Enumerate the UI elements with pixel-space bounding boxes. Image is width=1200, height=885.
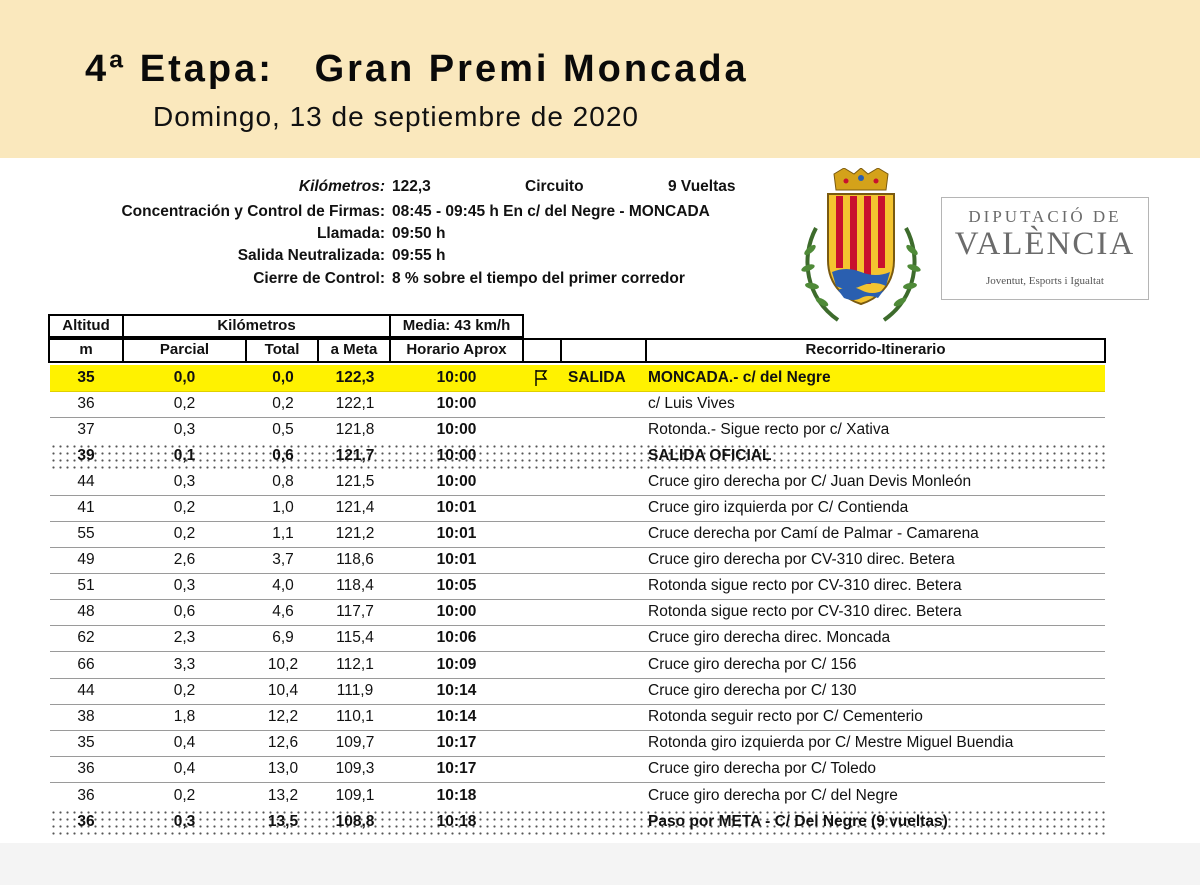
parcial-cell: 1,8	[173, 708, 196, 725]
parcial-cell: 3,3	[173, 656, 196, 673]
route-cell: Cruce derecha por Camí de Palmar - Camarena	[648, 525, 979, 542]
total-cell: 0,2	[272, 395, 294, 412]
header-col-meta: a Meta	[317, 338, 391, 363]
route-cell: Cruce giro izquierda por C/ Contienda	[648, 499, 909, 516]
altitude-cell: 36	[77, 395, 95, 412]
meta-cell: 118,4	[336, 577, 374, 594]
horario-cell: 10:14	[436, 708, 477, 725]
meta-cell: 109,7	[335, 734, 375, 751]
llamada-label: Llamada:	[316, 225, 385, 242]
meta-cell: 110,1	[336, 708, 374, 725]
circuit-label: Circuito	[525, 178, 584, 195]
table-row	[50, 365, 1105, 392]
route-cell: Cruce giro derecha por C/ Toledo	[648, 760, 877, 777]
table-row	[50, 704, 1105, 731]
salida-cell	[568, 547, 638, 573]
route-cell: Rotonda.- Sigue recto por c/ Xativa	[648, 421, 890, 438]
salida-cell: SALIDA	[568, 369, 626, 386]
header-kilometros: Kilómetros	[122, 314, 391, 338]
horario-cell: 10:00	[436, 603, 477, 620]
meta-cell: 121,5	[335, 473, 375, 490]
altitude-cell: 51	[77, 577, 95, 594]
route-cell: SALIDA OFICIAL	[648, 447, 772, 464]
total-cell: 0,8	[272, 473, 294, 490]
altitude-cell: 35	[77, 734, 95, 751]
altitude-cell: 62	[77, 629, 95, 646]
salida-cell	[568, 417, 638, 443]
parcial-cell: 0,2	[173, 395, 196, 412]
page-subtitle: Domingo, 13 de septiembre de 2020	[153, 101, 639, 132]
km-label: Kilómetros:	[298, 178, 385, 195]
parcial-cell: 2,6	[173, 551, 196, 568]
route-cell: c/ Luis Vives	[648, 395, 735, 412]
altitude-cell: 35	[77, 369, 95, 386]
table-row	[50, 625, 1105, 652]
parcial-cell: 0,0	[173, 369, 196, 386]
meta-cell: 109,3	[335, 760, 375, 777]
total-cell: 12,2	[267, 708, 299, 725]
concentration-label: Concentración y Control de Firmas:	[121, 203, 385, 220]
altitude-cell: 38	[77, 708, 95, 725]
header-col-recorrido: Recorrido-Itinerario	[645, 338, 1106, 363]
altitude-cell: 36	[77, 787, 95, 804]
salida-cell	[568, 599, 638, 625]
total-cell: 6,9	[272, 629, 294, 646]
horario-cell: 10:00	[436, 395, 477, 412]
horario-cell: 10:14	[436, 682, 477, 699]
table-row	[50, 495, 1105, 522]
route-cell: Rotonda giro izquierda por C/ Mestre Miguel Buendia	[648, 734, 1014, 751]
horario-cell: 10:00	[436, 447, 477, 464]
total-cell: 0,6	[272, 447, 294, 464]
parcial-cell: 0,3	[173, 813, 196, 830]
meta-cell: 108,8	[335, 813, 375, 830]
altitude-cell: 36	[77, 760, 95, 777]
salida-cell	[568, 704, 638, 730]
horario-cell: 10:09	[436, 656, 477, 673]
total-cell: 10,4	[267, 682, 299, 699]
horario-cell: 10:18	[436, 787, 477, 804]
table-row	[50, 417, 1105, 444]
route-cell: Cruce giro derecha por C/ del Negre	[648, 787, 898, 804]
parcial-cell: 0,2	[173, 499, 196, 516]
salida-cell	[568, 652, 638, 678]
salida-cell	[568, 469, 638, 495]
header-banner	[0, 0, 1200, 158]
salida-cell	[568, 573, 638, 599]
parcial-cell: 0,4	[173, 760, 196, 777]
total-cell: 12,6	[267, 734, 299, 751]
salida-cell	[568, 391, 638, 417]
meta-cell: 122,1	[335, 395, 375, 412]
horario-cell: 10:01	[436, 499, 477, 516]
meta-cell: 118,6	[336, 551, 374, 568]
parcial-cell: 0,3	[173, 577, 196, 594]
route-cell: Rotonda sigue recto por CV-310 direc. Betera	[648, 577, 962, 594]
header-col-m: m	[48, 338, 124, 363]
horario-cell: 10:17	[436, 760, 477, 777]
total-cell: 0,5	[272, 421, 294, 438]
route-cell: Cruce giro derecha por CV-310 direc. Betera	[648, 551, 955, 568]
meta-cell: 121,4	[335, 499, 375, 516]
concentration-value: 08:45 - 09:45 h En c/ del Negre - MONCADA	[392, 203, 710, 220]
route-cell: Paso por META - C/ Del Negre (9 vueltas)	[648, 813, 948, 830]
table-row	[50, 443, 1105, 469]
parcial-cell: 0,6	[173, 603, 196, 620]
altitude-cell: 44	[77, 473, 95, 490]
cierre-control-value: 8 % sobre el tiempo del primer corredor	[392, 270, 685, 287]
salida-cell	[568, 730, 638, 756]
parcial-cell: 0,3	[173, 473, 196, 490]
horario-cell: 10:01	[436, 525, 477, 542]
table-row	[50, 391, 1105, 418]
meta-cell: 115,4	[336, 629, 374, 646]
salida-cell	[568, 756, 638, 782]
horario-cell: 10:01	[436, 551, 477, 568]
header-col-parcial: Parcial	[122, 338, 247, 363]
route-cell: Rotonda seguir recto por C/ Cementerio	[648, 708, 923, 725]
altitude-cell: 55	[77, 525, 95, 542]
start-flag-icon	[534, 369, 548, 387]
diputacio-valencia-logo	[941, 197, 1149, 300]
horario-cell: 10:17	[436, 734, 477, 751]
route-cell: Cruce giro derecha por C/ 156	[648, 656, 857, 673]
salida-cell	[568, 783, 638, 809]
logo-line-2: VALÈNCIA	[954, 226, 1136, 262]
altitude-cell: 36	[77, 813, 95, 830]
meta-cell: 121,8	[335, 421, 375, 438]
total-cell: 4,6	[272, 603, 294, 620]
parcial-cell: 0,2	[173, 787, 196, 804]
header-media: Media: 43 km/h	[389, 314, 524, 338]
altitude-cell: 37	[77, 421, 95, 438]
table-row	[50, 521, 1105, 548]
total-cell: 0,0	[272, 369, 294, 386]
logo-line-1: DIPUTACIÓ DE	[968, 207, 1122, 226]
altitude-cell: 39	[77, 447, 95, 464]
meta-cell: 122,3	[335, 369, 375, 386]
table-row	[50, 783, 1105, 810]
route-cell: MONCADA.- c/ del Negre	[648, 369, 831, 386]
parcial-cell: 2,3	[173, 629, 196, 646]
meta-cell: 111,9	[336, 682, 374, 699]
altitude-cell: 66	[77, 656, 95, 673]
logo-line-3: Joventut, Esports i Igualtat	[986, 275, 1104, 287]
altitude-cell: 49	[77, 551, 95, 568]
total-cell: 3,7	[272, 551, 294, 568]
table-row	[50, 809, 1105, 835]
valencia-crest-logo	[798, 168, 924, 328]
km-value: 122,3	[392, 178, 431, 195]
horario-cell: 10:06	[436, 629, 477, 646]
total-cell: 13,5	[267, 813, 299, 830]
salida-cell	[568, 443, 638, 469]
salida-cell	[568, 495, 638, 521]
horario-cell: 10:18	[436, 813, 477, 830]
meta-cell: 121,2	[335, 525, 375, 542]
circuit-value: 9 Vueltas	[668, 178, 736, 195]
salida-cell	[568, 678, 638, 704]
header-col-horario: Horario Aprox	[389, 338, 524, 363]
route-cell: Cruce giro derecha direc. Moncada	[648, 629, 891, 646]
total-cell: 13,0	[267, 760, 299, 777]
header-col-flag	[522, 338, 562, 363]
total-cell: 10,2	[267, 656, 299, 673]
table-row	[50, 599, 1105, 626]
salida-neutralizada-label: Salida Neutralizada:	[237, 247, 385, 264]
table-row	[50, 756, 1105, 783]
horario-cell: 10:00	[436, 473, 477, 490]
total-cell: 4,0	[272, 577, 294, 594]
header-col-salida	[560, 338, 647, 363]
salida-cell	[568, 521, 638, 547]
horario-cell: 10:00	[436, 421, 477, 438]
meta-cell: 121,7	[335, 447, 375, 464]
parcial-cell: 0,4	[173, 734, 196, 751]
parcial-cell: 0,2	[173, 682, 196, 699]
total-cell: 1,1	[272, 525, 294, 542]
meta-cell: 112,1	[336, 656, 374, 673]
meta-cell: 117,7	[336, 603, 374, 620]
horario-cell: 10:05	[436, 577, 477, 594]
parcial-cell: 0,1	[173, 447, 196, 464]
total-cell: 1,0	[272, 499, 294, 516]
meta-cell: 109,1	[335, 787, 375, 804]
header-col-total: Total	[245, 338, 319, 363]
parcial-cell: 0,2	[173, 525, 196, 542]
llamada-value: 09:50 h	[392, 225, 446, 242]
table-row	[50, 469, 1105, 496]
table-row	[50, 678, 1105, 705]
header-altitud: Altitud	[48, 314, 124, 338]
page-title: 4ª Etapa: Gran Premi Moncada	[85, 48, 749, 90]
table-row	[50, 652, 1105, 679]
salida-cell	[568, 809, 638, 835]
altitude-cell: 48	[77, 603, 95, 620]
horario-cell: 10:00	[436, 369, 477, 386]
page-bottom-strip	[0, 843, 1200, 885]
parcial-cell: 0,3	[173, 421, 196, 438]
route-cell: Cruce giro derecha por C/ 130	[648, 682, 857, 699]
salida-neutralizada-value: 09:55 h	[392, 247, 446, 264]
table-row	[50, 547, 1105, 574]
total-cell: 13,2	[267, 787, 299, 804]
table-row	[50, 730, 1105, 757]
salida-cell	[568, 625, 638, 651]
route-cell: Rotonda sigue recto por CV-310 direc. Betera	[648, 603, 962, 620]
table-row	[50, 573, 1105, 600]
altitude-cell: 41	[77, 499, 95, 516]
route-cell: Cruce giro derecha por C/ Juan Devis Monleón	[648, 473, 972, 490]
altitude-cell: 44	[77, 682, 95, 699]
cierre-control-label: Cierre de Control:	[253, 270, 385, 287]
